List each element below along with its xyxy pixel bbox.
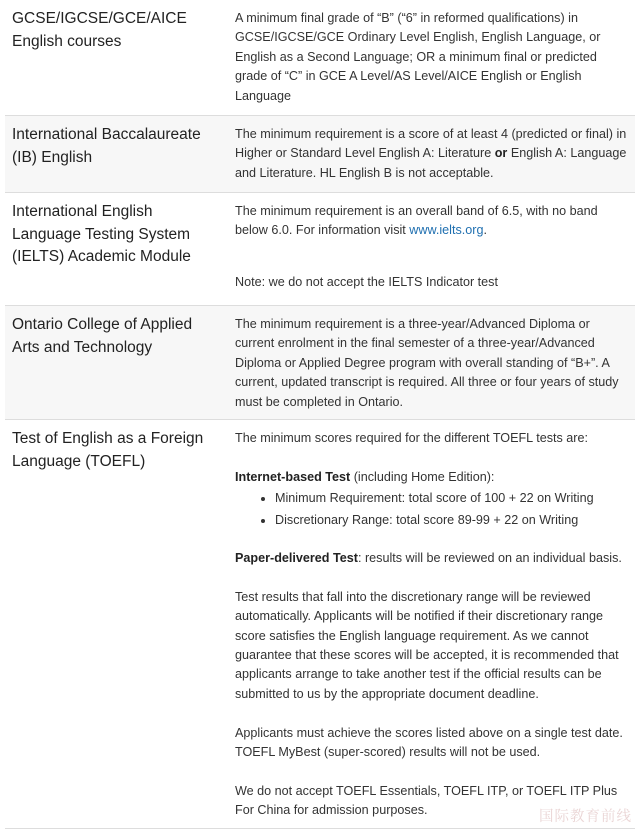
ibt-label: Internet-based Test [235,469,351,484]
row-title: International English Language Testing System (IELTS) Academic Module [12,203,191,265]
row-text-part: The minimum requirement is a score of at least 4 (predicted or final) in Higher or Standard Level English A: Literature [235,127,627,161]
row-note: Note: we do not accept the IELTS Indicator test [235,275,498,290]
list-item: • Minimum Requirement: total score of 100 + 22 on Writing [275,489,629,508]
row-description [221,306,635,419]
row-text-part: . [483,223,487,238]
row-description [221,420,635,828]
row-title: Ontario College of Applied Arts and Technology [12,316,193,356]
row-description [221,0,635,115]
paper-rest: : results will be reviewed on an individual basis. [357,551,622,566]
row-description [221,193,635,305]
table-row [5,0,635,116]
toefl-paragraph: Test results that fall into the discretionary range will be reviewed automatically. Applicants will be notified if their discretionary range score satisfies the English language requirement. As we cannot guarantee that these scores will be accepted, it is recommended that applicants arrange to take another test if the official results can be submitted to us by the appropriate document deadline. [235,589,619,701]
row-title: International Baccalaureate (IB) English [12,126,201,166]
table-row [5,420,635,829]
row-text-part: English A: Language and Literature. HL English B is not acceptable. [235,146,627,180]
list-item: • Discretionary Range: total score 89-99 + 22 on Writing [275,511,629,530]
paper-label: Paper-delivered Test [235,551,358,566]
row-text: A minimum final grade of “B” (“6” in reformed qualifications) in GCSE/IGCSE/GCE Ordinary Level English, English Language, or English as a Second Language; OR a minimum final or predicted grade of “C” in GCE A Level/AS Level/AICE English or English Language [235,11,601,103]
watermark: 国际教育前线 [539,809,632,825]
row-text: The minimum requirement is a three-year/Advanced Diploma or current enrolment in the final semester of a three-year/Advanced Diploma or Applied Degree program with overall standing of “B+”. A current, updated transcript is required. All three or four years of study must be completed in Ontario. [235,317,619,409]
row-description [221,116,635,192]
toefl-paragraph: Applicants must achieve the scores listed above on a single test date. TOEFL MyBest (super-scored) results will not be used. [235,725,623,760]
toefl-score-list [235,489,629,530]
toefl-paragraph: We do not accept TOEFL Essentials, TOEFL ITP, or TOEFL ITP Plus For China for admission purposes. [235,783,618,818]
row-title: GCSE/IGCSE/GCE/AICE English courses [12,10,187,50]
row-title: Test of English as a Foreign Language (TOEFL) [12,430,204,470]
ielts-website-link[interactable]: www.ielts.org [409,223,484,238]
ibt-rest: (including Home Edition): [350,469,495,484]
english-requirements-table [5,0,635,829]
toefl-intro: The minimum scores required for the different TOEFL tests are: [235,431,589,445]
row-text-part: The minimum requirement is an overall band of 6.5, with no band below 6.0. For information visit [235,204,598,238]
table-row [5,306,635,420]
row-text-emphasis: or [494,146,508,161]
table-row [5,193,635,306]
table-row [5,116,635,193]
